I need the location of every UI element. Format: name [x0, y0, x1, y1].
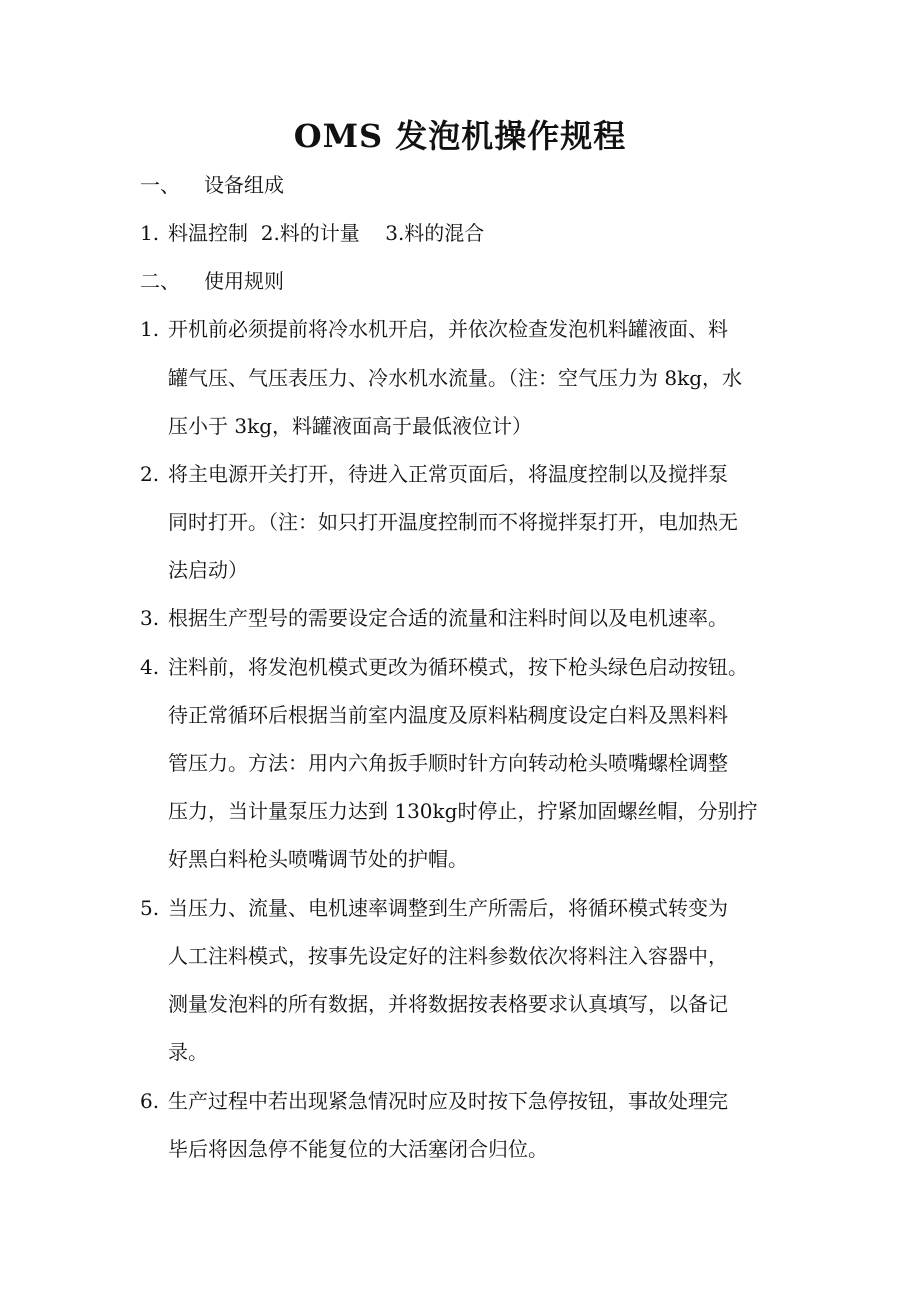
list-text: 将主电源开关打开，待进入正常页面后，将温度控制以及搅拌泵 — [168, 462, 728, 486]
list-number: 5. — [140, 896, 160, 920]
list-number: 2. — [140, 462, 160, 486]
list-number: 4. — [140, 655, 160, 679]
list-text: 测量发泡料的所有数据，并将数据按表格要求认真填写，以备记 — [168, 992, 728, 1016]
list-number: 1. — [140, 317, 160, 341]
list-text: 开机前必须提前将冷水机开启，并依次检查发泡机料罐液面、料 — [168, 317, 728, 341]
list-text: 法启动） — [168, 558, 248, 582]
list-text: 注料前，将发泡机模式更改为循环模式，按下枪头绿色启动按钮。 — [168, 655, 748, 679]
list-text: 压小于 3kg，料罐液面高于最低液位计） — [168, 414, 533, 438]
list-text: 管压力。方法：用内六角扳手顺时针方向转动枪头喷嘴螺栓调整 — [168, 751, 728, 775]
list-text: 录。 — [168, 1040, 208, 1064]
list-text: 压力，当计量泵压力达到 130kg时停止，拧紧加固螺丝帽，分别拧 — [168, 799, 758, 823]
section-title: 使用规则 — [204, 269, 284, 293]
list-number: 1. — [140, 221, 160, 245]
list-text: 人工注料模式，按事先设定好的注料参数依次将料注入容器中， — [168, 944, 728, 968]
list-text: 好黑白料枪头喷嘴调节处的护帽。 — [168, 847, 468, 871]
list-number: 6. — [140, 1089, 160, 1113]
list-number: 3. — [140, 606, 160, 630]
list-text: 料温控制 2.料的计量 3.料的混合 — [168, 221, 485, 245]
list-text: 毕后将因急停不能复位的大活塞闭合归位。 — [168, 1137, 548, 1161]
list-text: 待正常循环后根据当前室内温度及原料粘稠度设定白料及黑料料 — [168, 703, 728, 727]
section-number: 一、 — [140, 173, 180, 197]
list-text: 当压力、流量、电机速率调整到生产所需后，将循环模式转变为 — [168, 896, 728, 920]
list-text: 罐气压、气压表压力、冷水机水流量。（注：空气压力为 8kg，水 — [168, 366, 743, 390]
list-text: 根据生产型号的需要设定合适的流量和注料时间以及电机速率。 — [168, 606, 728, 630]
section-number: 二、 — [140, 269, 180, 293]
section-title: 设备组成 — [204, 173, 284, 197]
list-text: 同时打开。（注：如只打开温度控制而不将搅拌泵打开，电加热无 — [168, 510, 738, 534]
document-title: OMS 发泡机操作规程 — [293, 117, 627, 155]
list-text: 生产过程中若出现紧急情况时应及时按下急停按钮，事故处理完 — [168, 1089, 728, 1113]
